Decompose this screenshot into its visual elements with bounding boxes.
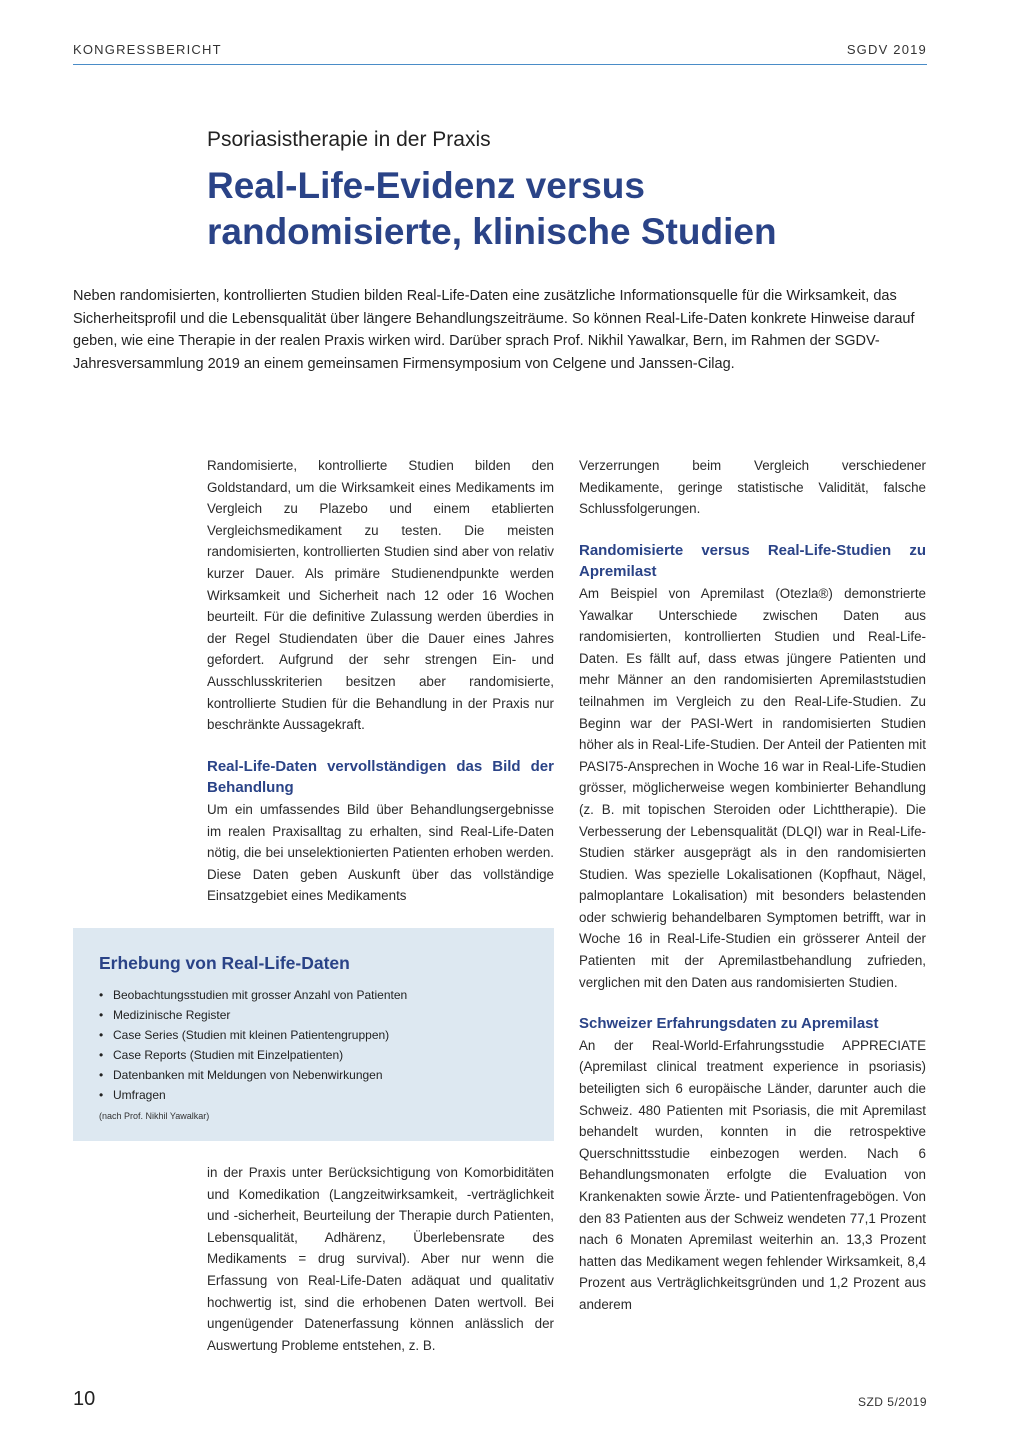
section-label: KONGRESSBERICHT xyxy=(73,42,222,57)
subheading: Schweizer Erfahrungsdaten zu Apremilast xyxy=(579,1015,879,1033)
column-right xyxy=(579,455,926,1316)
paragraph: Verzerrungen beim Vergleich verschiedener Medikamente, geringe statistische Validität, falsche Schlussfolgerungen. xyxy=(579,458,926,517)
event-label: SGDV 2019 xyxy=(846,42,927,57)
paragraph: Um ein umfassendes Bild über Behandlungsergebnisse im realen Praxisalltag zu erhalten, sind Real-Life-Daten nötig, die bei unselektionierten Patienten erhoben werden. Diese Daten geben Auskunft über das vollständige Einsatzgebiet eines Medikaments xyxy=(207,801,554,904)
list-item: • Umfragen xyxy=(99,1085,407,1105)
running-header xyxy=(73,40,927,65)
list-item: • Case Reports (Studien mit Einzelpatienten) xyxy=(99,1045,407,1065)
paragraph: An der Real-World-Erfahrungsstudie APPRECIATE (Apremilast clinical treatment experience in psoriasis) beteiligten sich 6 europäische Länder, darunter auch die Schweiz. 480 Patienten mit Psoriasis, die mit Apremilast behandelt wurden, konnten in die retrospektive Querschnittsstudie einbezogen werden. Nach 6 Behandlungsmonaten erfolgte die Evaluation von Krankenakten sowie Ärzte- und Patientenfragebögen. Von den 83 Patienten aus der Schweiz wendeten 77,1 Prozent nach 6 Monaten Apremilast weiterhin an. 13,3 Prozent hatten das Medikament wegen fehlender Wirksamkeit, 8,4 Prozent aus Verträglichkeitsgründen und 1,2 Prozent aus anderem xyxy=(579,1037,926,1312)
subheading: Randomisierte versus Real-Life-Studien zu Apremilast xyxy=(579,541,926,581)
info-box-source: (nach Prof. Nikhil Yawalkar) xyxy=(99,1111,210,1121)
subheading: Real-Life-Daten vervollständigen das Bild der Behandlung xyxy=(207,757,554,797)
journal-issue: SZD 5/2019 xyxy=(857,1395,927,1409)
list-item: • Datenbanken mit Meldungen von Nebenwirkungen xyxy=(99,1065,407,1085)
list-item: • Case Series (Studien mit kleinen Patientengruppen) xyxy=(99,1025,407,1045)
info-box-list xyxy=(99,985,407,1105)
list-item: • Medizinische Register xyxy=(99,1005,407,1025)
paragraph: in der Praxis unter Berücksichtigung von Komorbiditäten und Komedikation (Langzeitwirksamkeit, -verträglichkeit und -sicherheit, Beurteilung der Therapie durch Patienten, Lebensqualität, Adhärenz, Überlebensrate des Medikaments = drug survival). Aber nur wenn die Erfassung von Real-Life-Daten adäquat und qualitativ hochwertig ist, sind die erhobenen Daten wertvoll. Bei ungenügender Datenerfassung können anlässlich der Auswertung Probleme entstehen, z. B. xyxy=(207,1165,554,1353)
article-lead: Neben randomisierten, kontrollierten Studien bilden Real-Life-Daten eine zusätzliche Informationsquelle für die Wirksamkeit, das Sicherheitsprofil und die Lebensqualität über längere Behandlungszeiträume. So können Real-Life-Daten konkrete Hinweise darauf geben, wie eine Therapie in der realen Praxis wirken wird. Darüber sprach Prof. Nikhil Yawalkar, Bern, im Rahmen der SGDV-Jahresversammlung 2019 an einem gemeinsamen Firmensymposium von Celgene und Janssen-Cilag. xyxy=(73,288,915,372)
column-left-bottom xyxy=(207,1162,554,1356)
article-kicker: Psoriasistherapie in der Praxis xyxy=(207,128,491,151)
column-left-top xyxy=(207,455,554,907)
article-title: Real-Life-Evidenz versus randomisierte, klinische Studien xyxy=(207,165,777,252)
paragraph: Randomisierte, kontrollierte Studien bilden den Goldstandard, um die Wirksamkeit eines Medikaments im Vergleich zu Plazebo und einem etablierten Vergleichsmedikament zu testen. Die meisten randomisierten, kontrollierten Studien sind aber von relativ kurzer Dauer. Als primäre Studienendpunkte werden Wirksamkeit und Sicherheit nach 12 oder 16 Wochen beurteilt. Für die definitive Zulassung werden überdies in der Regel Studiendaten über die Dauer eines Jahres gefordert. Aufgrund der sehr strengen Ein- und Ausschlusskriterien besitzen aber randomisierte, kontrollierte Studien für die Behandlung in der Praxis nur beschränkte Aussagekraft. xyxy=(207,458,554,733)
info-box xyxy=(73,928,554,1141)
info-box-title: Erhebung von Real-Life-Daten xyxy=(99,953,350,973)
list-item: • Beobachtungsstudien mit grosser Anzahl von Patienten xyxy=(99,985,407,1005)
paragraph: Am Beispiel von Apremilast (Otezla®) demonstrierte Yawalkar Unterschiede zwischen Daten aus randomisierten, kontrollierten Studien und Real-Life-Daten. Es fällt auf, dass etwas jüngere Patienten und mehr Männer an den randomisierten Apremilaststudien teilnahmen im Vergleich zu den Real-Life-Studien. Zu Beginn war der PASI-Wert in randomisierten Studien höher als in Real-Life-Studien. Der Anteil der Patienten mit PASI75-Ansprechen in Woche 16 war in Real-Life-Studien grösser, möglicherweise wegen kombinierter Behandlung (z. B. mit topischen Steroiden oder Lichttherapie). Die Verbesserung der Lebensqualität (DLQI) war in Real-Life-Studien stärker ausgeprägt als in den randomisierten Studien. Was spezielle Lokalisationen (Kopfhaut, Nägel, palmoplantare Lokalisation) mit besonders belastenden oder schwierig behandelbaren Symptomen betrifft, war in Woche 16 in Real-Life-Studien ein grösserer Anteil der Patienten mit der Apremilastbehandlung zufrieden, verglichen mit den Daten aus randomisierten Studien. xyxy=(579,585,926,990)
page-number: 10 xyxy=(73,1388,96,1410)
